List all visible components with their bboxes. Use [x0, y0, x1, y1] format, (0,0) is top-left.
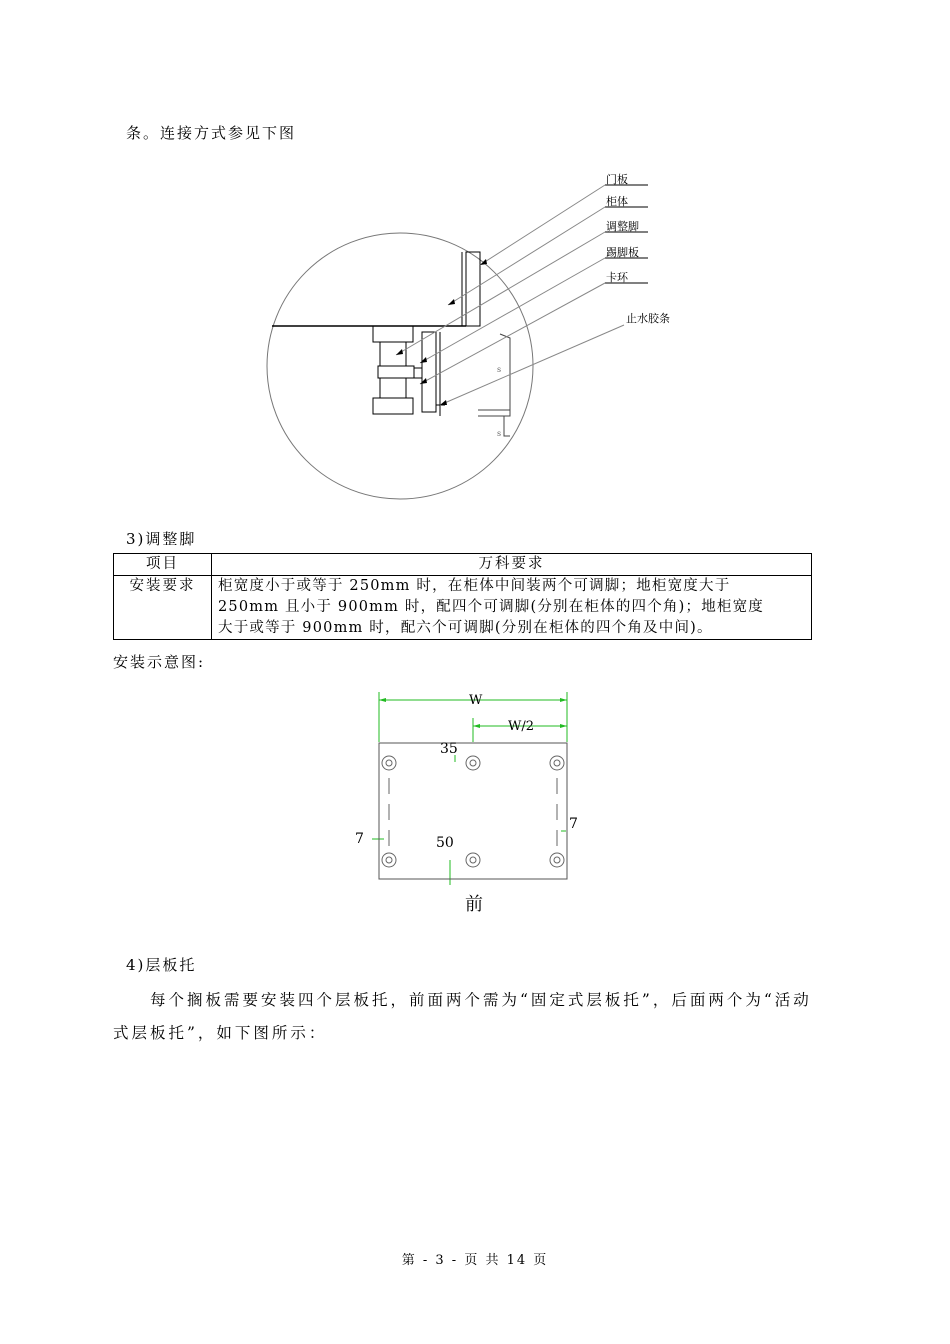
label-seal-strip: 止水胶条	[626, 312, 670, 325]
requirement-line: 柜宽度小于或等于 250mm 时，在柜体中间装两个可调脚；地柜宽度大于	[218, 578, 731, 594]
dim-w-half: W/2	[508, 719, 535, 734]
label-kickboard: 踢脚板	[606, 246, 639, 259]
section3-heading: 3)调整脚	[126, 530, 197, 548]
section4-paragraph-line2: 式层板托”，如下图所示：	[113, 1024, 328, 1042]
label-clip-ring: 卡环	[606, 271, 628, 284]
section4-paragraph-line1: 每个搁板需要安装四个层板托，前面两个需为“固定式层板托”，后面两个为“活动	[150, 991, 812, 1009]
label-door-panel: 门板	[606, 173, 628, 186]
dim-w: W	[469, 693, 483, 708]
section4-heading: 4)层板托	[126, 956, 197, 974]
dim-35: 35	[440, 741, 458, 757]
dim-7-left: 7	[355, 831, 364, 847]
diagram-caption: 安装示意图:	[113, 653, 206, 671]
table-cell-item: 安装要求	[114, 576, 212, 640]
table-header-requirement: 万科要求	[212, 554, 812, 576]
requirement-line: 250mm 且小于 900mm 时，配四个可调脚(分别在柜体的四个角)；地柜宽度	[218, 599, 764, 615]
label-cabinet-body: 柜体	[606, 195, 628, 208]
label-adjustable-foot: 调整脚	[606, 220, 639, 233]
front-label: 前	[465, 894, 483, 915]
page-footer: 第 - 3 - 页 共 14 页	[401, 1253, 549, 1268]
dim-7-right: 7	[569, 816, 578, 832]
requirement-line: 大于或等于 900mm 时，配六个可调脚(分别在柜体的四个角及中间)。	[218, 620, 713, 636]
dim-50: 50	[436, 835, 454, 851]
table-header-item: 项目	[114, 554, 212, 576]
svg-text:s: s	[497, 365, 502, 374]
intro-text: 条。连接方式参见下图	[126, 124, 297, 142]
svg-text:s: s	[497, 429, 502, 438]
